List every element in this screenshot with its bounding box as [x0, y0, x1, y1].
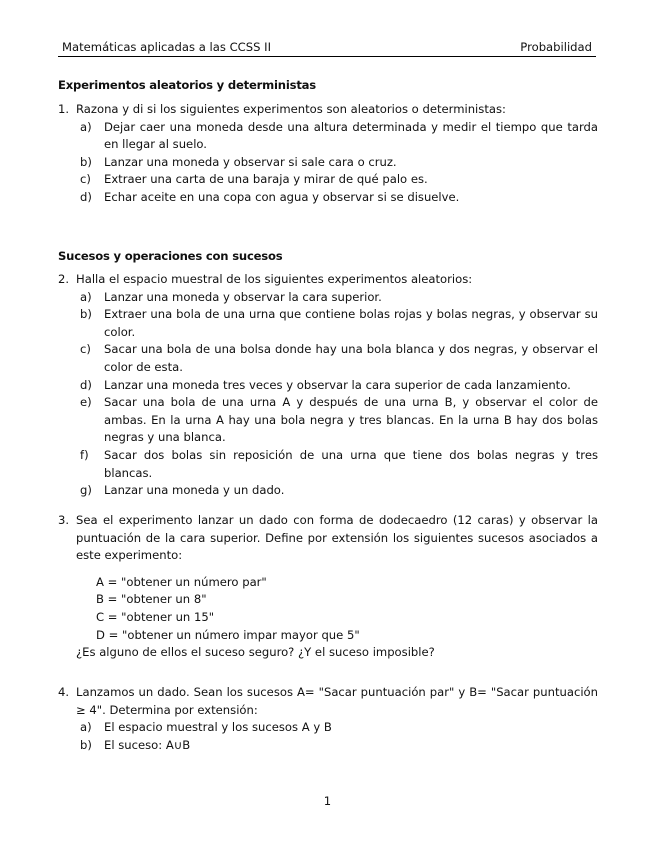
question-number: 3. — [58, 513, 70, 527]
item-letter: a) — [80, 119, 92, 134]
item-text: El espacio muestral y los sucesos A y B — [104, 720, 332, 735]
item-letter: e) — [80, 395, 92, 410]
question-3-followup: ¿Es alguno de ellos el suceso seguro? ¿Y el suceso imposible? — [76, 645, 435, 660]
item-letter: c) — [80, 172, 91, 187]
question-2-stem — [58, 271, 598, 289]
item-text: Lanzar una moneda tres veces y observar la cara superior de cada lanzamiento. — [104, 377, 571, 392]
event-definition: A = "obtener un número par" — [96, 574, 267, 589]
question-1-stem — [58, 101, 598, 119]
list-item — [58, 119, 598, 154]
event-definition: C = "obtener un 15" — [96, 609, 215, 624]
question-4 — [58, 684, 598, 754]
question-4-stem — [58, 684, 598, 719]
item-text: Sacar una bola de una bolsa donde hay una bola blanca y dos negras, y observar el color de esta. — [104, 342, 598, 374]
item-letter: d) — [80, 377, 92, 392]
item-text: Echar aceite en una copa con agua y observar si se disuelve. — [104, 189, 460, 204]
list-item — [58, 171, 598, 189]
item-letter: d) — [80, 189, 92, 204]
item-letter: a) — [80, 720, 92, 735]
list-item — [58, 394, 598, 447]
item-letter: c) — [80, 342, 91, 357]
item-text: Extraer una carta de una baraja y mirar de qué palo es. — [104, 172, 428, 187]
question-text: Razona y di si los siguientes experimentos son aleatorios o deterministas: — [76, 102, 506, 116]
item-letter: b) — [80, 737, 92, 752]
item-text: Lanzar una moneda y un dado. — [104, 483, 285, 498]
item-letter: a) — [80, 289, 92, 304]
item-text: Dejar caer una moneda desde una altura determinada y medir el tiempo que tarda en llegar al suelo. — [104, 119, 598, 152]
question-text: Sea el experimento lanzar un dado con forma de dodecaedro (12 caras) y observar la puntuación de la cara superior. Define por extensión los siguientes sucesos asociados a este experimento: — [76, 513, 598, 563]
question-3-stem — [58, 512, 598, 565]
section-title-experimentos: Experimentos aleatorios y deterministas — [58, 78, 317, 92]
list-item — [58, 341, 598, 376]
list-item — [58, 719, 598, 737]
question-number: 1. — [58, 102, 70, 116]
question-number: 2. — [58, 272, 70, 286]
header-topic: Probabilidad — [520, 40, 592, 54]
item-text: Sacar una bola de una urna A y después de una urna B, y observar el color de ambas. En la urna A hay una bola negra y tres blancas. En la urna B hay dos bolas negras y una blanca. — [104, 395, 598, 445]
list-item — [58, 482, 598, 500]
question-text: Lanzamos un dado. Sean los sucesos A= "Sacar puntuación par" y B= "Sacar puntuación ≥ 4". Determina por extensión: — [76, 685, 598, 717]
section-title-sucesos: Sucesos y operaciones con sucesos — [58, 249, 283, 263]
list-item — [58, 377, 598, 395]
list-item — [58, 306, 598, 341]
question-3 — [58, 512, 598, 662]
event-definition: D = "obtener un número impar mayor que 5" — [96, 627, 360, 642]
question-text: Halla el espacio muestral de los siguientes experimentos aleatorios: — [76, 272, 473, 286]
item-text: Lanzar una moneda y observar la cara superior. — [104, 289, 382, 304]
item-letter: g) — [80, 483, 92, 498]
page-header — [58, 38, 596, 57]
question-2 — [58, 271, 598, 500]
item-text: Lanzar una moneda y observar si sale cara o cruz. — [104, 154, 397, 169]
item-text: El suceso: A∪B — [104, 737, 191, 752]
item-letter: b) — [80, 154, 92, 169]
item-text: Extraer una bola de una urna que contiene bolas rojas y bolas negras, y observar su color. — [104, 307, 598, 339]
list-item — [58, 154, 598, 172]
page-number: 1 — [323, 794, 332, 808]
item-letter: f) — [80, 447, 89, 462]
question-number: 4. — [58, 685, 70, 699]
question-1 — [58, 101, 598, 207]
event-definition: B = "obtener un 8" — [96, 592, 207, 607]
item-text: Sacar dos bolas sin reposición de una urna que tiene dos bolas negras y tres blancas. — [104, 447, 598, 480]
item-letter: b) — [80, 307, 92, 322]
header-course-title: Matemáticas aplicadas a las CCSS II — [62, 40, 272, 54]
list-item — [58, 447, 598, 482]
list-item — [58, 289, 598, 307]
list-item — [58, 189, 598, 207]
list-item — [58, 737, 598, 755]
